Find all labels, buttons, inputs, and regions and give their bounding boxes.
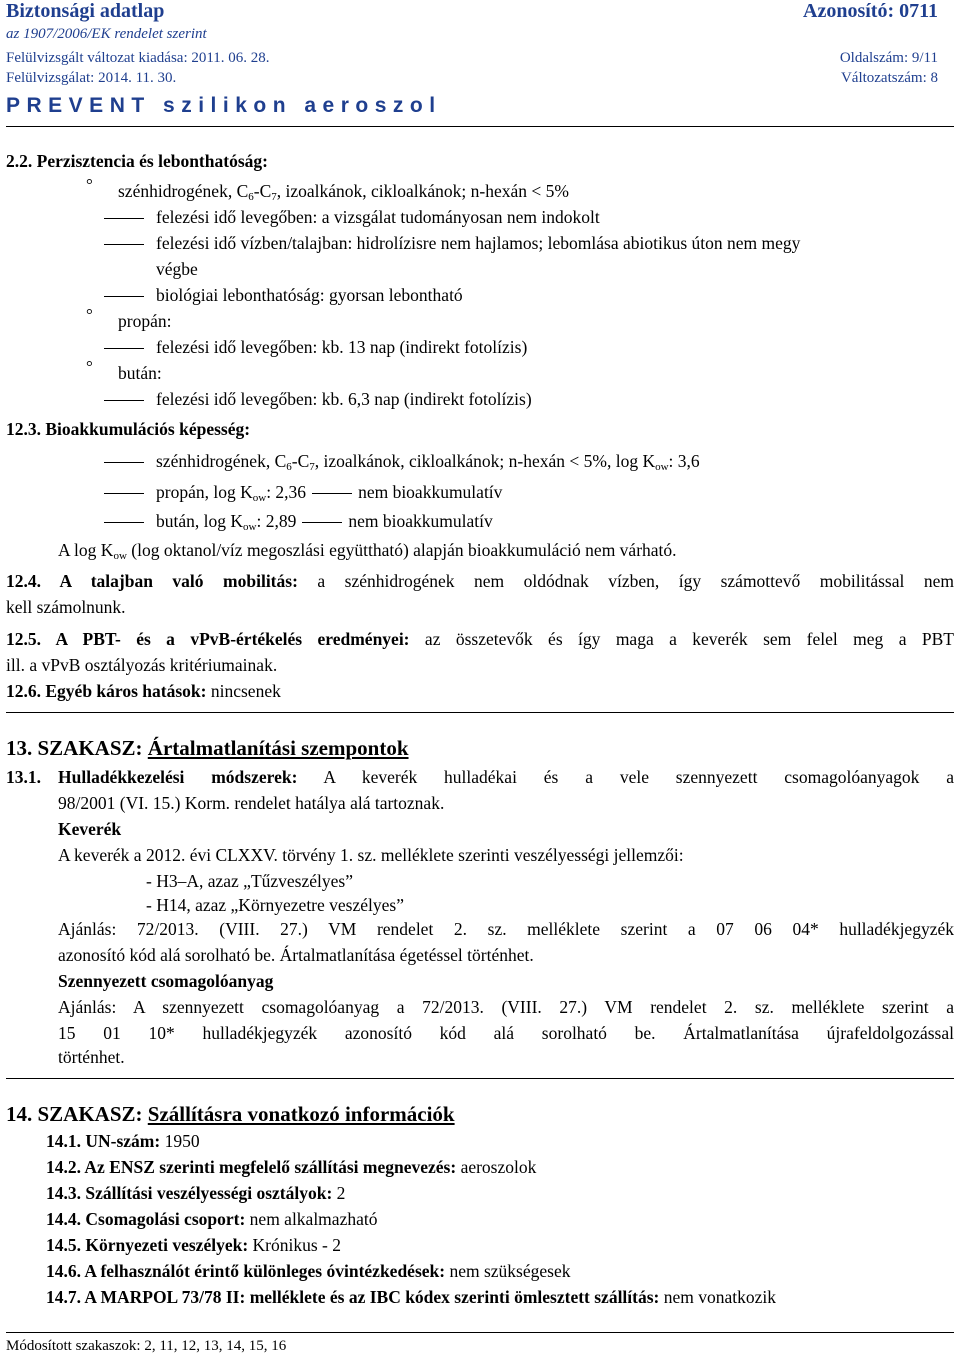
hc-group-b: -C [253,181,272,201]
transport-item [46,1130,200,1152]
transport-value: aeroszolok [456,1157,537,1177]
propan-label: propán: [118,311,172,331]
dash-bullet-icon [104,400,144,401]
bio-l2-a: propán, log K [156,482,253,502]
dash-bullet-icon [104,244,144,245]
transport-value: 2 [332,1183,346,1203]
page-number: Oldalszám: 9/11 [839,50,938,66]
s12-4-line-1 [6,570,954,592]
section-14-divider [6,1078,954,1079]
butan-label: bután: [118,363,162,383]
version-number: Változatszám: 8 [840,70,938,86]
s12-4-text1: a szénhidrogének nem oldódnak vízben, így számottevő mobilitással nem [297,571,954,591]
bio-line-3 [104,510,493,532]
s13-line-3: A keverék a 2012. évi CLXXV. törvény 1. sz. melléklete szerinti veszélyességi jellemzői: [58,845,684,865]
section-13-divider [6,712,954,713]
bio-l3-b: : 2,89 [256,511,297,531]
transport-label: 14.2. Az ENSZ szerinti megfelelő szállítási megnevezés: [46,1157,457,1177]
header-row-4 [6,70,952,87]
transport-value: Krónikus - 2 [248,1235,341,1255]
transport-item [46,1234,341,1256]
transport-item [46,1182,345,1204]
s12-2-heading [6,150,268,172]
hc-item-3 [104,284,463,306]
transport-label: 14.5. Környezeti veszélyek: [46,1235,249,1255]
revised-issue: Felülvizsgált változat kiadása: 2011. 06. 28. [6,50,270,66]
s14-title-num: 14. SZAKASZ: [6,1102,148,1126]
bio-l1-sub3: ow [655,461,669,473]
dash-bullet-icon [104,218,144,219]
s12-5-text1: az összetevők és így maga a keverék sem felel meg a PBT [409,629,954,649]
hc-item-2-text: felezési idő vízben/talajban: hidrolízisre nem hajlamos; lebomlása abiotikus úton nem megy [156,233,801,253]
transport-value: nem alkalmazható [245,1209,378,1229]
propan-item-text: felezési idő levegőben: kb. 13 nap (indirekt fotolízis) [156,337,528,357]
bio-l1-b: -C [291,451,310,471]
footer-divider [6,1332,954,1333]
transport-item [46,1286,776,1308]
hazard-bullet-1: - H3–A, azaz „Tűzveszélyes” [146,871,353,891]
bio-l3-a: bután, log K [156,511,244,531]
hc-group-a: szénhidrogének, C [118,181,249,201]
s13-line-7: 15 01 10* hulladékjegyzék azonosító kód alá sorolható be. Ártalmatlanítása újrafeldolgozással [58,1023,954,1043]
document-title: Biztonsági adatlap [6,0,165,22]
transport-item [46,1260,570,1282]
s13-1-num: 13.1. [6,767,41,787]
s12-6-bold: Egyéb káros hatások: [45,681,207,701]
bio-line-1 [104,450,700,472]
dash-bullet-icon [104,522,144,523]
s13-title-num: 13. SZAKASZ: [6,736,148,760]
keverek-heading: Keverék [58,819,122,839]
bio-line-2 [104,481,502,503]
revision-date: Felülvizsgálat: 2014. 11. 30. [6,70,177,86]
s12-5-line-2: ill. a vPvB osztályozás kritériumainak. [6,655,278,675]
s13-line-8: történhet. [58,1047,125,1067]
hazard-bullet-2: - H14, azaz „Környezetre veszélyes” [146,895,404,915]
product-name: PREVENT szilikon aeroszol [6,94,442,117]
s12-5-line-1 [6,628,954,650]
dash-bullet-icon [104,493,144,494]
transport-value: nem szükségesek [445,1261,571,1281]
hc-sub-2: 7 [271,191,277,203]
s13-1-line-1 [58,766,954,788]
s13-title-text: Ártalmatlanítási szempontok [147,736,409,760]
bio-l1-a: szénhidrogének, C [156,451,287,471]
section-14-title [6,1102,455,1127]
bio-l1-d: : 3,6 [668,451,700,471]
dash-separator-icon [312,493,352,494]
transport-item [46,1208,377,1230]
butan-item-text: felezési idő levegőben: kb. 6,3 nap (indirekt fotolízis) [156,389,532,409]
bio-l4-a: A log K [58,540,114,560]
s12-4-line-2: kell számolnunk. [6,597,126,617]
degree-bullet-icon: ° [86,305,93,324]
bio-l4-sub: ow [113,550,127,562]
section-13-title [6,736,409,761]
s12-6-num: 12.6. [6,681,46,701]
degree-bullet-icon: ° [86,175,93,194]
bio-l1-sub1: 6 [286,461,292,473]
s12-5-num: 12.5. [6,629,56,649]
bio-l3-c: nem bioakkumulatív [348,511,493,531]
document-id: Azonosító: 0711 [803,0,938,22]
transport-value: nem vonatkozik [659,1287,777,1307]
bio-l2-c: nem bioakkumulatív [358,482,503,502]
regulation-ref: az 1907/2006/EK rendelet szerint [6,26,207,42]
s12-3-heading [6,418,250,440]
header-divider [6,126,954,127]
szennyezett-heading: Szennyezett csomagolóanyag [58,971,274,991]
dash-bullet-icon [104,296,144,297]
dash-bullet-icon [104,348,144,349]
transport-label: 14.1. UN-szám: [46,1131,161,1151]
dash-bullet-icon [104,462,144,463]
hc-group-line [118,180,569,202]
bio-l2-sub: ow [252,492,267,504]
s13-1-bold: Hulladékkezelési módszerek: [58,767,298,787]
s12-6-text: nincsenek [206,681,281,701]
transport-label: 14.7. A MARPOL 73/78 II: melléklete és az IBC kódex szerinti ömlesztett szállítás: [46,1287,660,1307]
hc-item-1 [104,206,600,228]
transport-label: 14.6. A felhasználót érintő különleges óvintézkedések: [46,1261,446,1281]
hc-item-2 [104,232,800,254]
header-row-2 [6,26,952,43]
s12-4-num: 12.4. [6,571,60,591]
propan-item [104,336,527,358]
s12-5-bold: A PBT- és a vPvB-értékelés eredményei: [55,629,410,649]
bio-l2-b: : 2,36 [266,482,307,502]
hc-item-2-cont: végbe [156,259,198,279]
header-row-1 [6,0,952,23]
transport-value: 1950 [160,1131,200,1151]
s13-line-4: Ajánlás: 72/2013. (VIII. 27.) VM rendelet 2. sz. melléklete szerint a 07 06 04* hulladékjegyzék [58,919,954,939]
butan-item [104,388,532,410]
transport-label: 14.4. Csomagolási csoport: [46,1209,246,1229]
s13-1-text1: A keverék hulladékai és a vele szennyezett csomagolóanyagok a [323,767,954,787]
dash-separator-icon [302,522,342,523]
s13-line-6: Ajánlás: A szennyezett csomagolóanyag a 72/2013. (VIII. 27.) VM rendelet 2. sz. melléklete szerint a [58,997,954,1017]
transport-label: 14.3. Szállítási veszélyességi osztályok: [46,1183,333,1203]
hc-item-3-text: biológiai lebonthatóság: gyorsan lebontható [156,285,463,305]
transport-item [46,1156,536,1178]
s12-3-heading-text: 12.3. Bioakkumulációs képesség: [6,419,251,439]
hc-sub-1: 6 [248,191,254,203]
degree-bullet-icon: ° [86,357,93,376]
s13-line-5: azonosító kód alá sorolható be. Ártalmatlanítása égetéssel történhet. [58,945,534,965]
footer-modified-sections: Módosított szakaszok: 2, 11, 12, 13, 14, 15, 16 [6,1338,287,1354]
header-row-3 [6,50,952,67]
hc-item-1-text: felezési idő levegőben: a vizsgálat tudományosan nem indokolt [156,207,600,227]
s13-1-line-2: 98/2001 (VI. 15.) Korm. rendelet hatálya alá tartoznak. [58,793,445,813]
hc-group-c: , izoalkánok, cikloalkánok; n-hexán < 5% [276,181,569,201]
s14-title-text: Szállításra vonatkozó információk [147,1102,455,1126]
s12-6-line [6,680,281,702]
s12-4-bold: A talajban való mobilitás: [59,571,298,591]
bio-line-4 [58,539,677,561]
s12-2-heading-text: 2.2. Perzisztencia és lebonthatóság: [6,151,268,171]
bio-l3-sub: ow [243,521,257,533]
bio-l4-b: (log oktanol/víz megoszlási együttható) alapján bioakkumuláció nem várható. [126,540,677,560]
bio-l1-sub2: 7 [309,461,315,473]
bio-l1-c: , izoalkánok, cikloalkánok; n-hexán < 5%, log K [314,451,656,471]
